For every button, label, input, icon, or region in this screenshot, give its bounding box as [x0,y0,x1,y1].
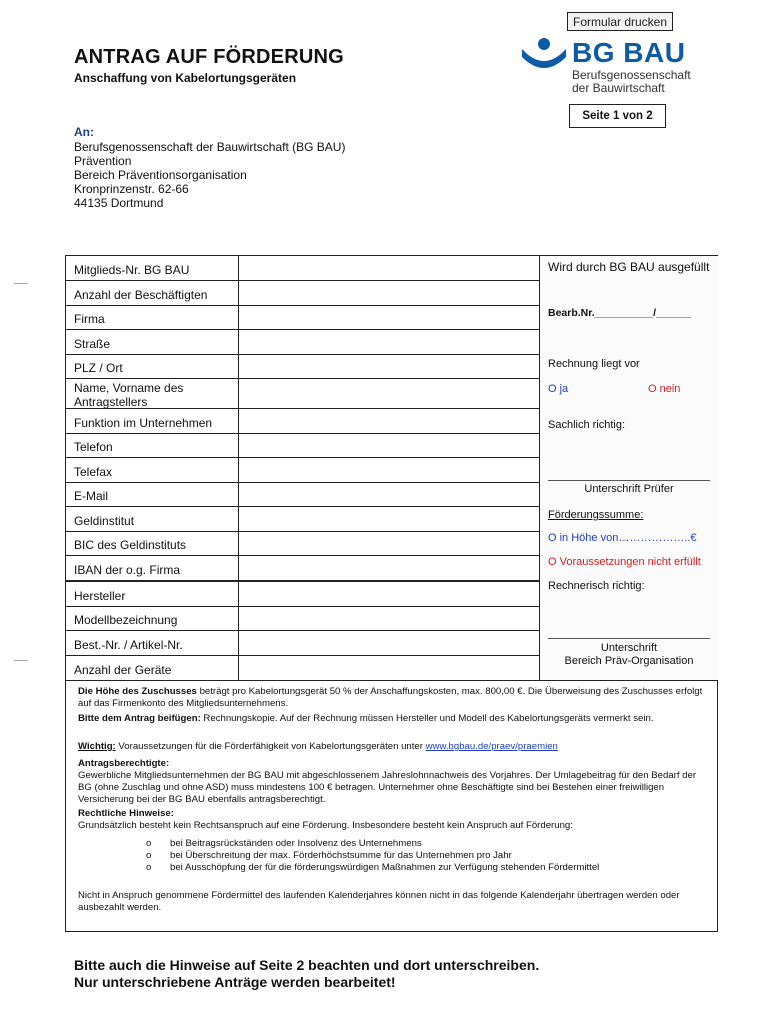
address-line: Bereich Präventionsorganisation [74,168,247,182]
address-line: Kronprinzenstr. 62-66 [74,182,189,196]
form-field-label: PLZ / Ort [74,361,123,375]
form-field-value [238,379,539,408]
form-field-label: Straße [74,337,111,351]
form-field-label: Anzahl der Beschäftigten [74,288,208,302]
rechnung-label: Rechnung liegt vor [548,358,640,370]
info-bullet: bei Beitragsrückständen oder Insolvenz des Unternehmens [170,838,422,849]
form-field-input[interactable] [239,607,539,630]
form-row [66,434,539,458]
info-zuschuss: Die Höhe des Zuschusses beträgt pro Kabelortungsgerät 50 % der Anschaffungskosten, max. 800,00 €. Die Überweisung des Zuschusses erfolgt auf das Firmenkonto des Mitgliedsunternehmens. [78,686,703,709]
form-field-label: Anzahl der Geräte [74,663,172,677]
praemien-link[interactable]: www.bgbau.de/praev/praemien [425,741,558,752]
bg-bau-logo-icon [519,37,569,71]
form-field-input[interactable] [239,306,539,329]
form-field-label: Telefon [74,440,113,454]
form-field-value [238,507,539,531]
address-line: 44135 Dortmund [74,196,164,210]
form-field-value [238,631,539,655]
info-rechtlich-heading: Rechtliche Hinweise: [78,808,174,819]
form-field-label: Telefax [74,465,113,479]
office-use-heading: Wird durch BG BAU ausgefüllt [548,260,710,274]
address-label: An: [74,125,94,139]
info-antragsberechtigte: Gewerbliche Mitgliedsunternehmen der BG BAU mit abgeschlossenem Jahreslohnnachweis des Vorjahres. Der Umlagebeitrag für den Bedarf der BG (ohne Zuschlag und ohne ASD) muss mindestens 100 € betragen. Unternehmer ohne Beschäftigte sind bei Bestehen einer freiwilligen Versicherung bei der BG BAU ebenfalls antragsberechtigt. [78,770,697,805]
logo-tagline-1: Berufsgenossenschaft [572,68,691,82]
form-field-value [238,434,539,457]
form-row [66,379,539,409]
page-title: ANTRAG AUF FÖRDERUNG [74,46,344,68]
page-indicator: Seite 1 von 2 [569,104,666,128]
form-row [66,532,539,556]
info-beifuegen: Bitte dem Antrag beifügen: Rechnungskopie. Auf der Rechnung müssen Hersteller und Modell des Kabelortungsgeräts vermerkt sein. [78,713,654,724]
foerdersumme-label: Förderungssumme: [548,509,644,521]
signature-line [548,480,710,481]
form-row [66,355,539,379]
form-field-label: Mitglieds-Nr. BG BAU [74,263,190,277]
form-field-input[interactable] [239,379,539,408]
form-field-value [238,409,539,433]
address-line: Prävention [74,154,132,168]
form-field-input[interactable] [239,458,539,482]
office-use-panel [539,256,718,680]
bullet-mark: o [146,850,152,861]
info-antragsberechtigte-heading: Antragsberechtigte: [78,758,170,769]
form-field-label: Modellbezeichnung [74,613,178,627]
form-row [66,483,539,507]
form-field-label: Funktion im Unternehmen [74,416,213,430]
info-bullet: bei Überschreitung der max. Förderhöchstsumme für das Unternehmen pro Jahr [170,850,512,861]
form-row [66,256,539,281]
form-field-input[interactable] [239,631,539,655]
form-row [66,631,539,656]
form-field-label: Best.-Nr. / Artikel-Nr. [74,638,183,652]
footer-notice-1: Bitte auch die Hinweise auf Seite 2 beachten und dort unterschreiben. [74,957,540,973]
footer-notice-2: Nur unterschriebene Anträge werden bearbeitet! [74,974,396,990]
info-uebertrag: Nicht in Anspruch genommene Fördermittel des laufenden Kalenderjahres können nicht in das folgende Kalenderjahr übertragen werden oder ausbezahlt werden. [78,890,680,913]
sachlich-label: Sachlich richtig: [548,419,626,431]
form-field-input[interactable] [239,256,539,280]
form-field-value [238,458,539,482]
form-field-value [238,306,539,329]
form-row [66,409,539,434]
print-form-button[interactable]: Formular drucken [567,12,673,31]
form-row [66,458,539,483]
form-field-label: BIC des Geldinstituts [74,538,187,552]
bullet-mark: o [146,862,152,873]
form-row [66,330,539,355]
voraussetzungen-radio[interactable]: O Voraussetzungen nicht erfüllt [548,556,701,568]
form-field-input[interactable] [239,281,539,305]
form-field-value [238,355,539,378]
form-field-input[interactable] [239,409,539,433]
form-field-input[interactable] [239,483,539,506]
form-field-value [238,532,539,555]
signature-pruefer: Unterschrift Prüfer [584,483,674,495]
signature-line [548,638,710,639]
form-field-input[interactable] [239,582,539,606]
rechnung-ja-radio[interactable]: O ja [548,383,569,395]
form-field-input[interactable] [239,532,539,555]
form-row [66,582,539,607]
form-field-label: IBAN der o.g. Firma [74,563,181,577]
in-hoehe-radio[interactable]: O in Höhe von………………..€ [548,532,697,544]
signature-bereich-1: Unterschrift [600,642,658,654]
info-wichtig: Wichtig: Voraussetzungen für die Förderfähigkeit von Kabelortungsgeräten unter www.bgbau.de/praev/praemien [78,741,558,752]
address-line: Berufsgenossenschaft der Bauwirtschaft (BG BAU) [74,140,346,154]
form-field-input[interactable] [239,656,539,681]
form-field-value [238,483,539,506]
fold-mark [14,660,28,661]
info-rechtlich: Grundsätzlich besteht kein Rechtsanspruch auf eine Förderung. Insbesondere besteht kein Anspruch auf Förderung: [78,820,573,831]
rechnung-nein-radio[interactable]: O nein [648,383,681,395]
form-field-label: Name, Vorname des Antragstellers [74,381,184,409]
form-field-input[interactable] [239,507,539,531]
form-field-value [238,556,539,580]
form-field-label: E-Mail [74,489,109,503]
form-field-value [238,607,539,630]
bearb-number: Bearb.Nr.__________/______ [548,307,692,319]
form-field-label: Firma [74,312,105,326]
form-field-input[interactable] [239,330,539,354]
logo-tagline-2: der Bauwirtschaft [572,81,665,95]
form-field-input[interactable] [239,556,539,580]
form-field-label: Hersteller [74,589,126,603]
signature-bereich-2: Bereich Präv-Organisation [564,655,694,667]
form-row [66,306,539,330]
form-row [66,556,539,582]
form-field-value [238,656,539,681]
form-row [66,656,539,681]
form-row [66,281,539,306]
page-subtitle: Anschaffung von Kabelortungsgeräten [74,71,297,85]
form-row [66,507,539,532]
info-bullet: bei Ausschöpfung der für die förderungswürdigen Maßnahmen zur Verfügung stehenden Fördermittel [170,862,600,873]
form-field-value [238,582,539,606]
fold-mark [14,283,28,284]
rechnerisch-label: Rechnerisch richtig: [548,580,645,592]
form-field-input[interactable] [239,355,539,378]
form-field-label: Geldinstitut [74,514,135,528]
form-field-value [238,330,539,354]
bullet-mark: o [146,838,152,849]
form-field-value [238,256,539,280]
logo-wordmark: BG BAU [572,37,686,68]
form-field-value [238,281,539,305]
form-row [66,607,539,631]
form-field-input[interactable] [239,434,539,457]
